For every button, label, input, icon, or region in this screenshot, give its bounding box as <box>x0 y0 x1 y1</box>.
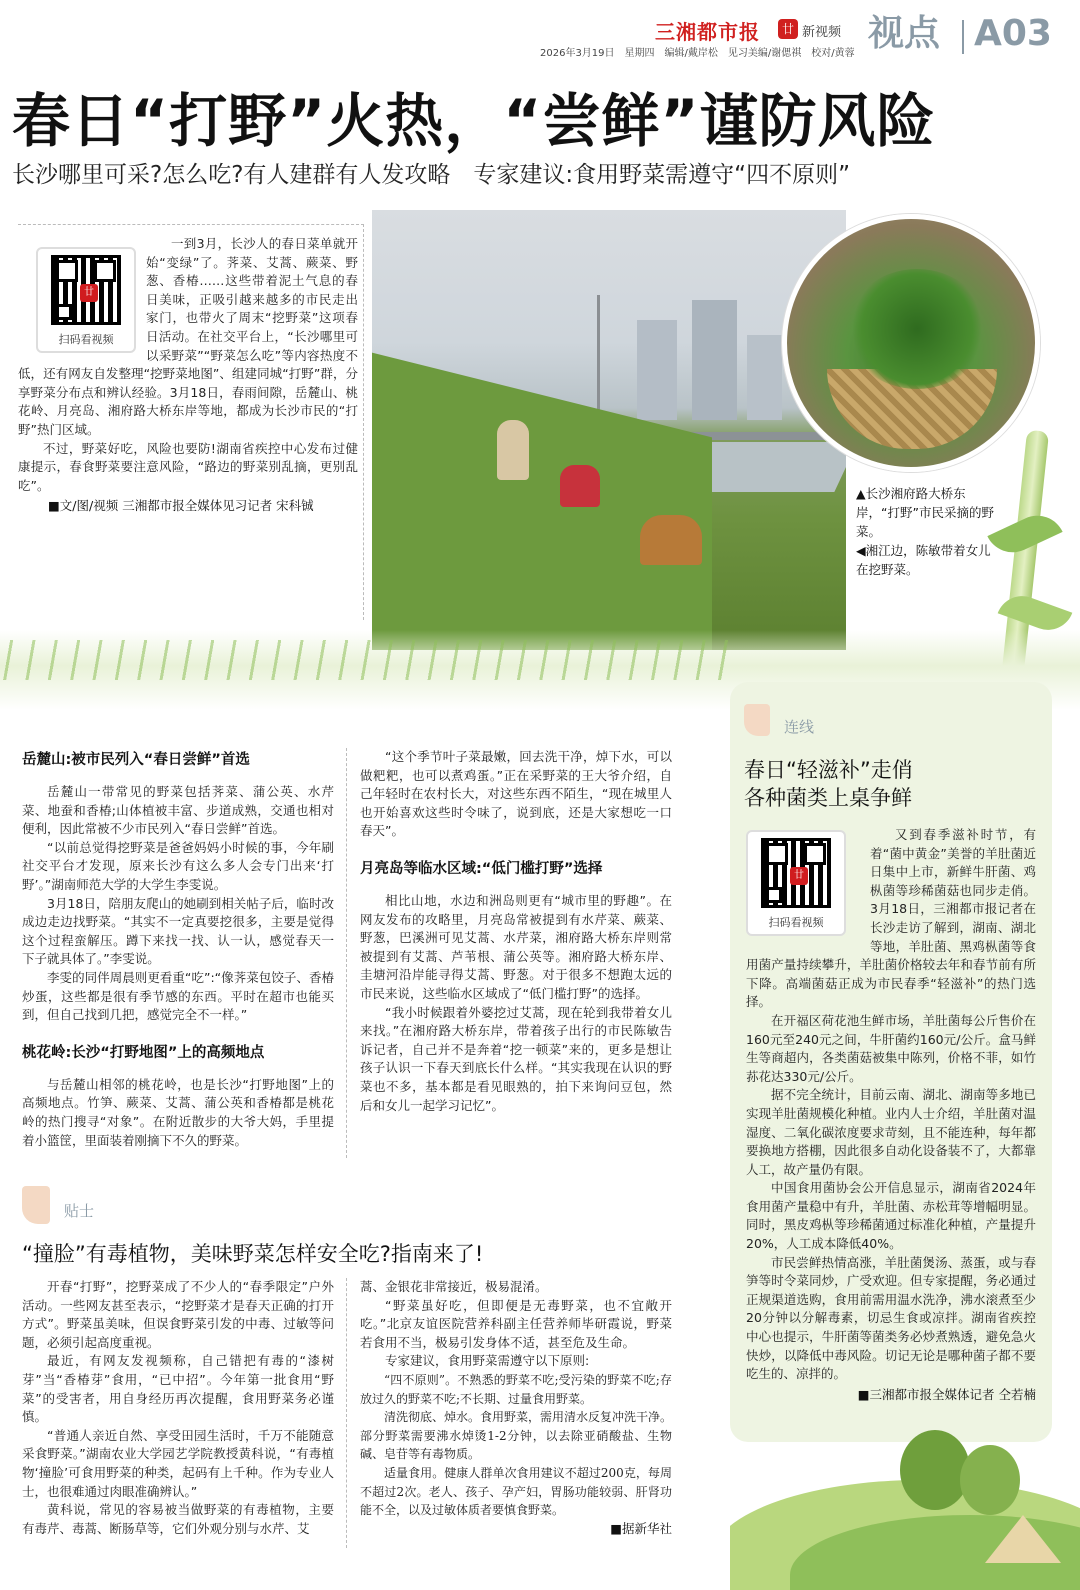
tips-source: ■据新华社 <box>610 1520 672 1536</box>
issue-meta: 2026年3月19日 星期四 编辑/戴岸松 见习美编/谢偲祺 校对/黄蓉 <box>540 48 855 59</box>
tips-col-1 <box>22 1278 334 1538</box>
intro-para-1: 一到3月，长沙人的春日菜单就开始“变绿”了。荠菜、艾蒿、蕨菜、野葱、香椿……这些带着泥土气息的春日美味，正吸引越来越多的市民走出家门，也带火了周末“挖野菜”这项春日活动。在社交平台上，“长沙哪里可以采野菜”“野菜怎么吃”等内容热度不低，还有网友自发整理“挖野菜地图”、组建同城“打野”群，分享野菜分布点和辨认经验。3月18日，春雨间隙，岳麓山、桃花岭、月亮岛、湘府路大桥东岸等地，都成为长沙市民的“打野”热门区域。 <box>18 236 358 437</box>
taohualing-para-1: 与岳麓山相邻的桃花岭，也是长沙“打野地图”上的高频地点。竹笋、蕨菜、艾蒿、蒲公英和香椿都是桃花岭的热门搜寻“对象”。在附近散步的大爷大妈，手里提着小篮筐，里面装着刚摘下不久的野菜。 <box>22 1076 334 1148</box>
sidebar-para-1: 又到春季滋补时节，有着“菌中黄金”美誉的羊肚菌近日集中上市，新鲜牛肝菌、鸡枞菌等珍稀菌菇也同步走俏。3月18日，三湘都市报记者在长沙走访了解到，湖南、湖北等地，羊肚菌、黑鸡枞菌等食用菌产量持续攀升，羊肚菌价格较去年和春节前有所下降。高端菌菇正成为市民春季“轻滋补”的热门选择。 <box>746 827 1036 1010</box>
sidebar-para-2: 在开福区荷花池生鲜市场，羊肚菌每公斤售价在160元至240元之间，牛肝菌约160元/公斤。盒马鲜生等商超内，各类菌菇被集中陈列，价格不菲，如竹荪花达330元/公斤。 <box>746 1012 1036 1084</box>
section-title-taohualing: 桃花岭:长沙“打野地图”上的高频地点 <box>22 1044 265 1061</box>
brand-logo: 三湘都市报 <box>655 20 760 44</box>
photo-building <box>747 335 782 420</box>
tips-para-6: “野菜虽好吃，但即便是无毒野菜，也不宜敞开吃。”北京友谊医院营养科副主任营养师毕研霞说，野菜若食用不当，极易引发身体不适，甚至危及生命。 <box>360 1297 672 1350</box>
sidebar-tag-icon <box>744 704 770 736</box>
photo-caption: ▲长沙湘府路大桥东岸，“打野”市民采摘的野菜。 ◀湘江边，陈敏带着女儿在挖野菜。 <box>856 486 994 577</box>
sidebar-para-3: 据不完全统计，目前云南、湖北、湖南等多地已实现羊肚菌规模化种植。业内人士介绍，羊肚菌对温湿度、二氧化碳浓度要求苛刻，且不能连种，每年都要换地方搭棚，因此很多自动化设备装不了，大都靠人工，故产量仍有限。 <box>746 1087 1036 1177</box>
sidebar-byline: ■三湘都市报全媒体记者 仝若楠 <box>857 1386 1036 1402</box>
qr-label: 扫码看视频 <box>58 333 114 346</box>
brand-badge-icon: 廿 <box>778 19 798 39</box>
tips-para-7: 专家建议，食用野菜需遵守以下原则: <box>385 1353 590 1369</box>
tips-para-5: 蒿、金银花非常接近，极易混淆。 <box>360 1279 548 1294</box>
brand-sub: 新视频 <box>802 25 842 40</box>
sidebar-tag: 连线 <box>784 718 815 736</box>
inset-photo <box>782 214 1040 472</box>
decor-grass-tufts <box>0 640 740 680</box>
masthead <box>0 0 1080 70</box>
qr-code-icon: 廿 <box>761 838 831 908</box>
intro-box <box>18 224 364 620</box>
tips-col-2 <box>360 1278 672 1538</box>
photo-crane <box>597 295 600 415</box>
section-divider <box>962 20 964 54</box>
qr-label: 扫码看视频 <box>768 916 824 929</box>
sidebar-text <box>746 826 1036 1404</box>
tips-tag: 贴士 <box>64 1202 95 1220</box>
section-name: 视点 <box>868 13 941 54</box>
photo-person <box>497 420 529 480</box>
yuelu-para-3: 3月18日，陪朋友爬山的她刷到相关帖子后，临时改成边走边找野菜。“其实不一定真要挖很多，主要是觉得这个过程蛮解压。蹲下来找一找、认一认，感觉春天一下子就具体了。”李雯说。 <box>22 895 334 967</box>
page-number: A03 <box>974 13 1052 54</box>
yueliangdao-para-2: “我小时候跟着外婆挖过艾蒿，现在轮到我带着女儿来找。”在湘府路大桥东岸，带着孩子出行的市民陈敏告诉记者，自己并不是奔着“挖一顿菜”来的，更多是想让孩子认识一下春天到底长什么样。“其实我现在认识的野菜也不多，基本都是看见眼熟的，拍下来询问豆包，然后和女儿一起学习记忆”。 <box>360 1004 672 1113</box>
tips-tag-icon <box>22 1186 50 1224</box>
sidebar-title-2: 各种菌类上桌争鲜 <box>744 786 912 810</box>
inset-greens <box>847 269 987 389</box>
intro-text <box>18 235 358 515</box>
yueliangdao-para-1: 相比山地，水边和洲岛则更有“城市里的野趣”。在网友发布的攻略里，月亮岛常被提到有水芹菜、蕨菜、野葱，巴溪洲可见艾蒿、水芹菜，湘府路大桥东岸则常被提到有艾蒿、芦苇根、蒲公英等。湘府路大桥东岸、圭塘河沿岸能寻得艾蒿、野葱。对于很多不想跑太远的市民来说，这些临水区域成了“低门槛打野”的选择。 <box>360 892 672 1001</box>
main-col-1 <box>22 748 334 1150</box>
sidebar-para-5: 市民尝鲜热情高涨，羊肚菌煲汤、蒸蛋，或与春笋等时令菜同炒，广受欢迎。但专家提醒，务必通过正规渠道选购，食用前需用温水洗净，沸水滚煮至少20分钟以分解毒素，切忌生食或凉拌。湖南省疾控中心也提示，牛肝菌等菌类务必炒煮熟透，避免急火快炒，以降低中毒风险。切记无论是哪种菌子都不要吃生的、凉拌的。 <box>746 1254 1036 1382</box>
sidebar-title-1: 春日“轻滋补”走俏 <box>744 758 913 782</box>
tips-para-4: 黄科说，常见的容易被当做野菜的有毒植物，主要有毒芹、毒蒿、断肠草等，它们外观分别与水芹、艾 <box>22 1502 334 1536</box>
main-col-2 <box>360 748 672 1115</box>
main-photo <box>372 210 846 650</box>
tips-para-2: 最近，有网友发视频称，自己错把有毒的“漆树芽”当“香椿芽”食用，“已中招”。今年第一批食用“野菜”的受害者，用自身经历再次提醒，食用野菜务必谨慎。 <box>22 1353 334 1425</box>
tips-principle-3: 适量食用。健康人群单次食用建议不超过200克，每周不超过2次。老人、孩子、孕产妇，胃肠功能较弱、肝肾功能不全，以及过敏体质者要慎食野菜。 <box>360 1465 672 1518</box>
decor-tent <box>985 1515 1061 1563</box>
column-divider <box>346 748 347 1158</box>
sidebar-para-4: 中国食用菌协会公开信息显示，湖南省2024年食用菌产量稳中有升，羊肚菌、赤松茸等增幅明显。同时，黑皮鸡枞等珍稀菌通过标准化种植，产量提升20%，人工成本降低40%。 <box>746 1180 1036 1252</box>
photo-person <box>640 515 702 565</box>
tips-para-1: 开春“打野”，挖野菜成了不少人的“春季限定”户外活动。一些网友甚至表示，“挖野菜才是春天正确的打开方式”。野菜虽美味，但误食野菜引发的中毒、过敏等问题，必须引起高度重视。 <box>22 1279 334 1350</box>
tips-col-divider <box>346 1278 347 1548</box>
intro-byline: ■文/图/视频 三湘都市报全媒体见习记者 宋科铖 <box>48 498 314 514</box>
photo-person <box>560 465 600 507</box>
subheadline: 长沙哪里可采?怎么吃?有人建群有人发攻略 专家建议:食用野菜需遵守“四不原则” <box>12 162 850 188</box>
sidebar-panel <box>730 682 1052 1442</box>
yuelu-para-2: “以前总觉得挖野菜是爸爸妈妈小时候的事，今年刷社交平台才发现，原来长沙有这么多人会专门出来‘打野’。”湖南师范大学的大学生李雯说。 <box>22 839 334 892</box>
tips-para-3: “普通人亲近自然、享受田园生活时，千万不能随意采食野菜。”湖南农业大学园艺学院教授黄科说，“有毒植物‘撞脸’可食用野菜的种类，起码有上千种。作为专业人士，也很难通过肉眼准确辨认。” <box>22 1427 334 1499</box>
tips-principle-1: “四不原则”。不熟悉的野菜不吃;受污染的野菜不吃;存放过久的野菜不吃;不长期、过量食用野菜。 <box>360 1372 672 1406</box>
tips-principle-2: 清洗彻底、焯水。食用野菜，需用清水反复冲洗干净。部分野菜需要沸水焯烫1-2分钟，以去除亚硝酸盐、生物碱、皂苷等有毒物质。 <box>360 1410 673 1462</box>
decor-landscape <box>730 1420 1080 1590</box>
decor-tree <box>900 1430 970 1510</box>
yuelu-para-5: “这个季节叶子菜最嫩，回去洗干净，焯下水，可以做粑粑，也可以煮鸡蛋。”正在采野菜的王大爷介绍，自己年轻时在农村长大，对这些东西不陌生，“现在城里人也开始喜欢这些时令味了，说到底，还是大家想吃一口春天”。 <box>360 749 672 839</box>
photo-building <box>692 300 737 420</box>
photo-building <box>637 320 677 420</box>
section-title-yuelu: 岳麓山:被市民列入“春日尝鲜”首选 <box>22 752 250 768</box>
yuelu-para-1: 岳麓山一带常见的野菜包括荠菜、蒲公英、水芹菜、地蚕和香椿;山体植被丰富、步道成熟，交通也相对便利，因此常被不少市民列入“春日尝鲜”首选。 <box>22 784 334 837</box>
qr-code-icon: 廿 <box>51 255 121 325</box>
section-title-yueliangdao: 月亮岛等临水区域:“低门槛打野”选择 <box>360 860 603 877</box>
intro-para-2: 不过，野菜好吃，风险也要防!湖南省疾控中心发布过健康提示，春食野菜要注意风险，“路边的野菜别乱摘，更别乱吃”。 <box>18 440 358 493</box>
tips-title: “撞脸”有毒植物，美味野菜怎样安全吃?指南来了! <box>22 1242 484 1266</box>
decor-tree <box>960 1445 1020 1515</box>
headline: 春日“打野”火热，“尝鲜”谨防风险 <box>12 87 936 155</box>
yuelu-para-4: 李雯的同伴周晨则更看重“吃”:“像荠菜包饺子、香椿炒蛋，这些都是很有季节感的东西。平时在超市也能买到，但自己找到几把，感觉完全不一样。” <box>22 969 334 1023</box>
